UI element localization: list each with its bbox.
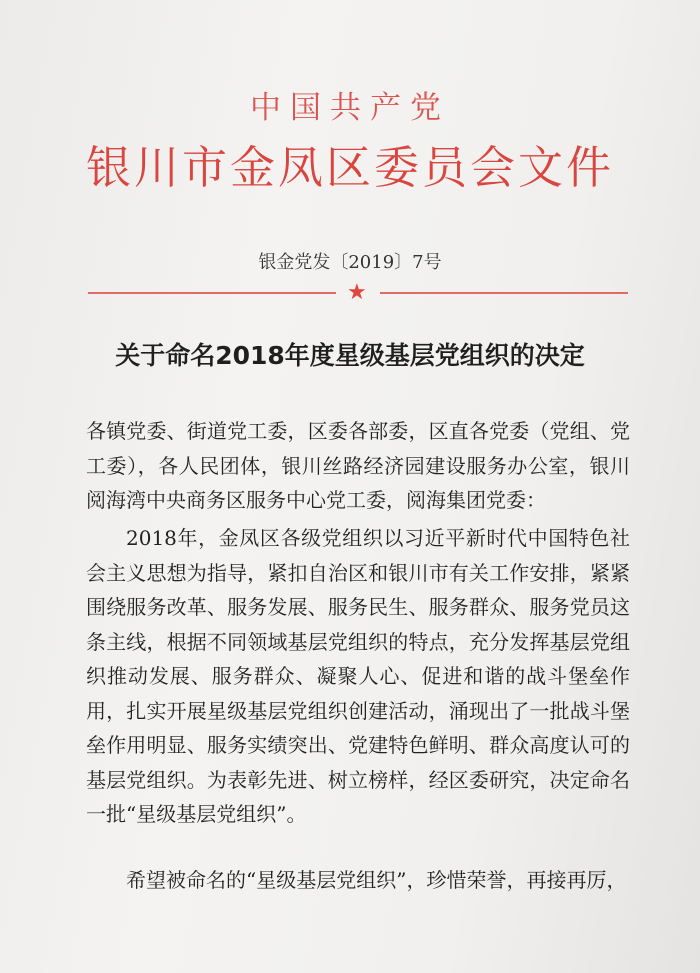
recipients-text: 各镇党委、街道党工委，区委各部委，区直各党委（党组、党工委），各人民团体，银川丝路经济园建设服务办公室，银川阅海湾中央商务区服务中心党工委，阅海集团党委： — [86, 419, 630, 512]
issuer-party-heading: 中国共产党 — [250, 90, 450, 126]
body-paragraph-2 — [86, 863, 630, 898]
recipients-block — [86, 414, 630, 518]
star-icon: ★ — [347, 280, 367, 305]
divider-rule-left — [88, 292, 336, 294]
paragraph-text: 2018年，金凤区各级党组织以习近平新时代中国特色社会主义思想为指导，紧扣自治区和银川市有关工作安排，紧紧围绕服务改革、服务发展、服务民生、服务群众、服务党员这条主线，根据不同领域基层党组织的特点，充分发挥基层党组织推动发展、服务群众、凝聚人心、促进和谐的战斗堡垒作用，扎实开展星级基层党组织创建活动，涌现出了一批战斗堡垒作用明显、服务实绩突出、党建特色鲜明、群众高度认可的基层党组织。为表彰先进、树立榜样，经区委研究，决定命名一批“星级基层党组织”。 — [86, 526, 630, 826]
body-paragraph-1 — [86, 521, 630, 832]
document-title: 关于命名2018年度星级基层党组织的决定 — [115, 341, 585, 370]
red-divider — [88, 281, 628, 305]
divider-rule-right — [380, 292, 628, 294]
issuer-committee-heading: 银川市金凤区委员会文件 — [85, 141, 614, 194]
paragraph-text: 希望被命名的“星级基层党组织”，珍惜荣誉，再接再厉， — [126, 868, 627, 892]
document-number: 银金党发〔2019〕7号 — [258, 252, 442, 273]
